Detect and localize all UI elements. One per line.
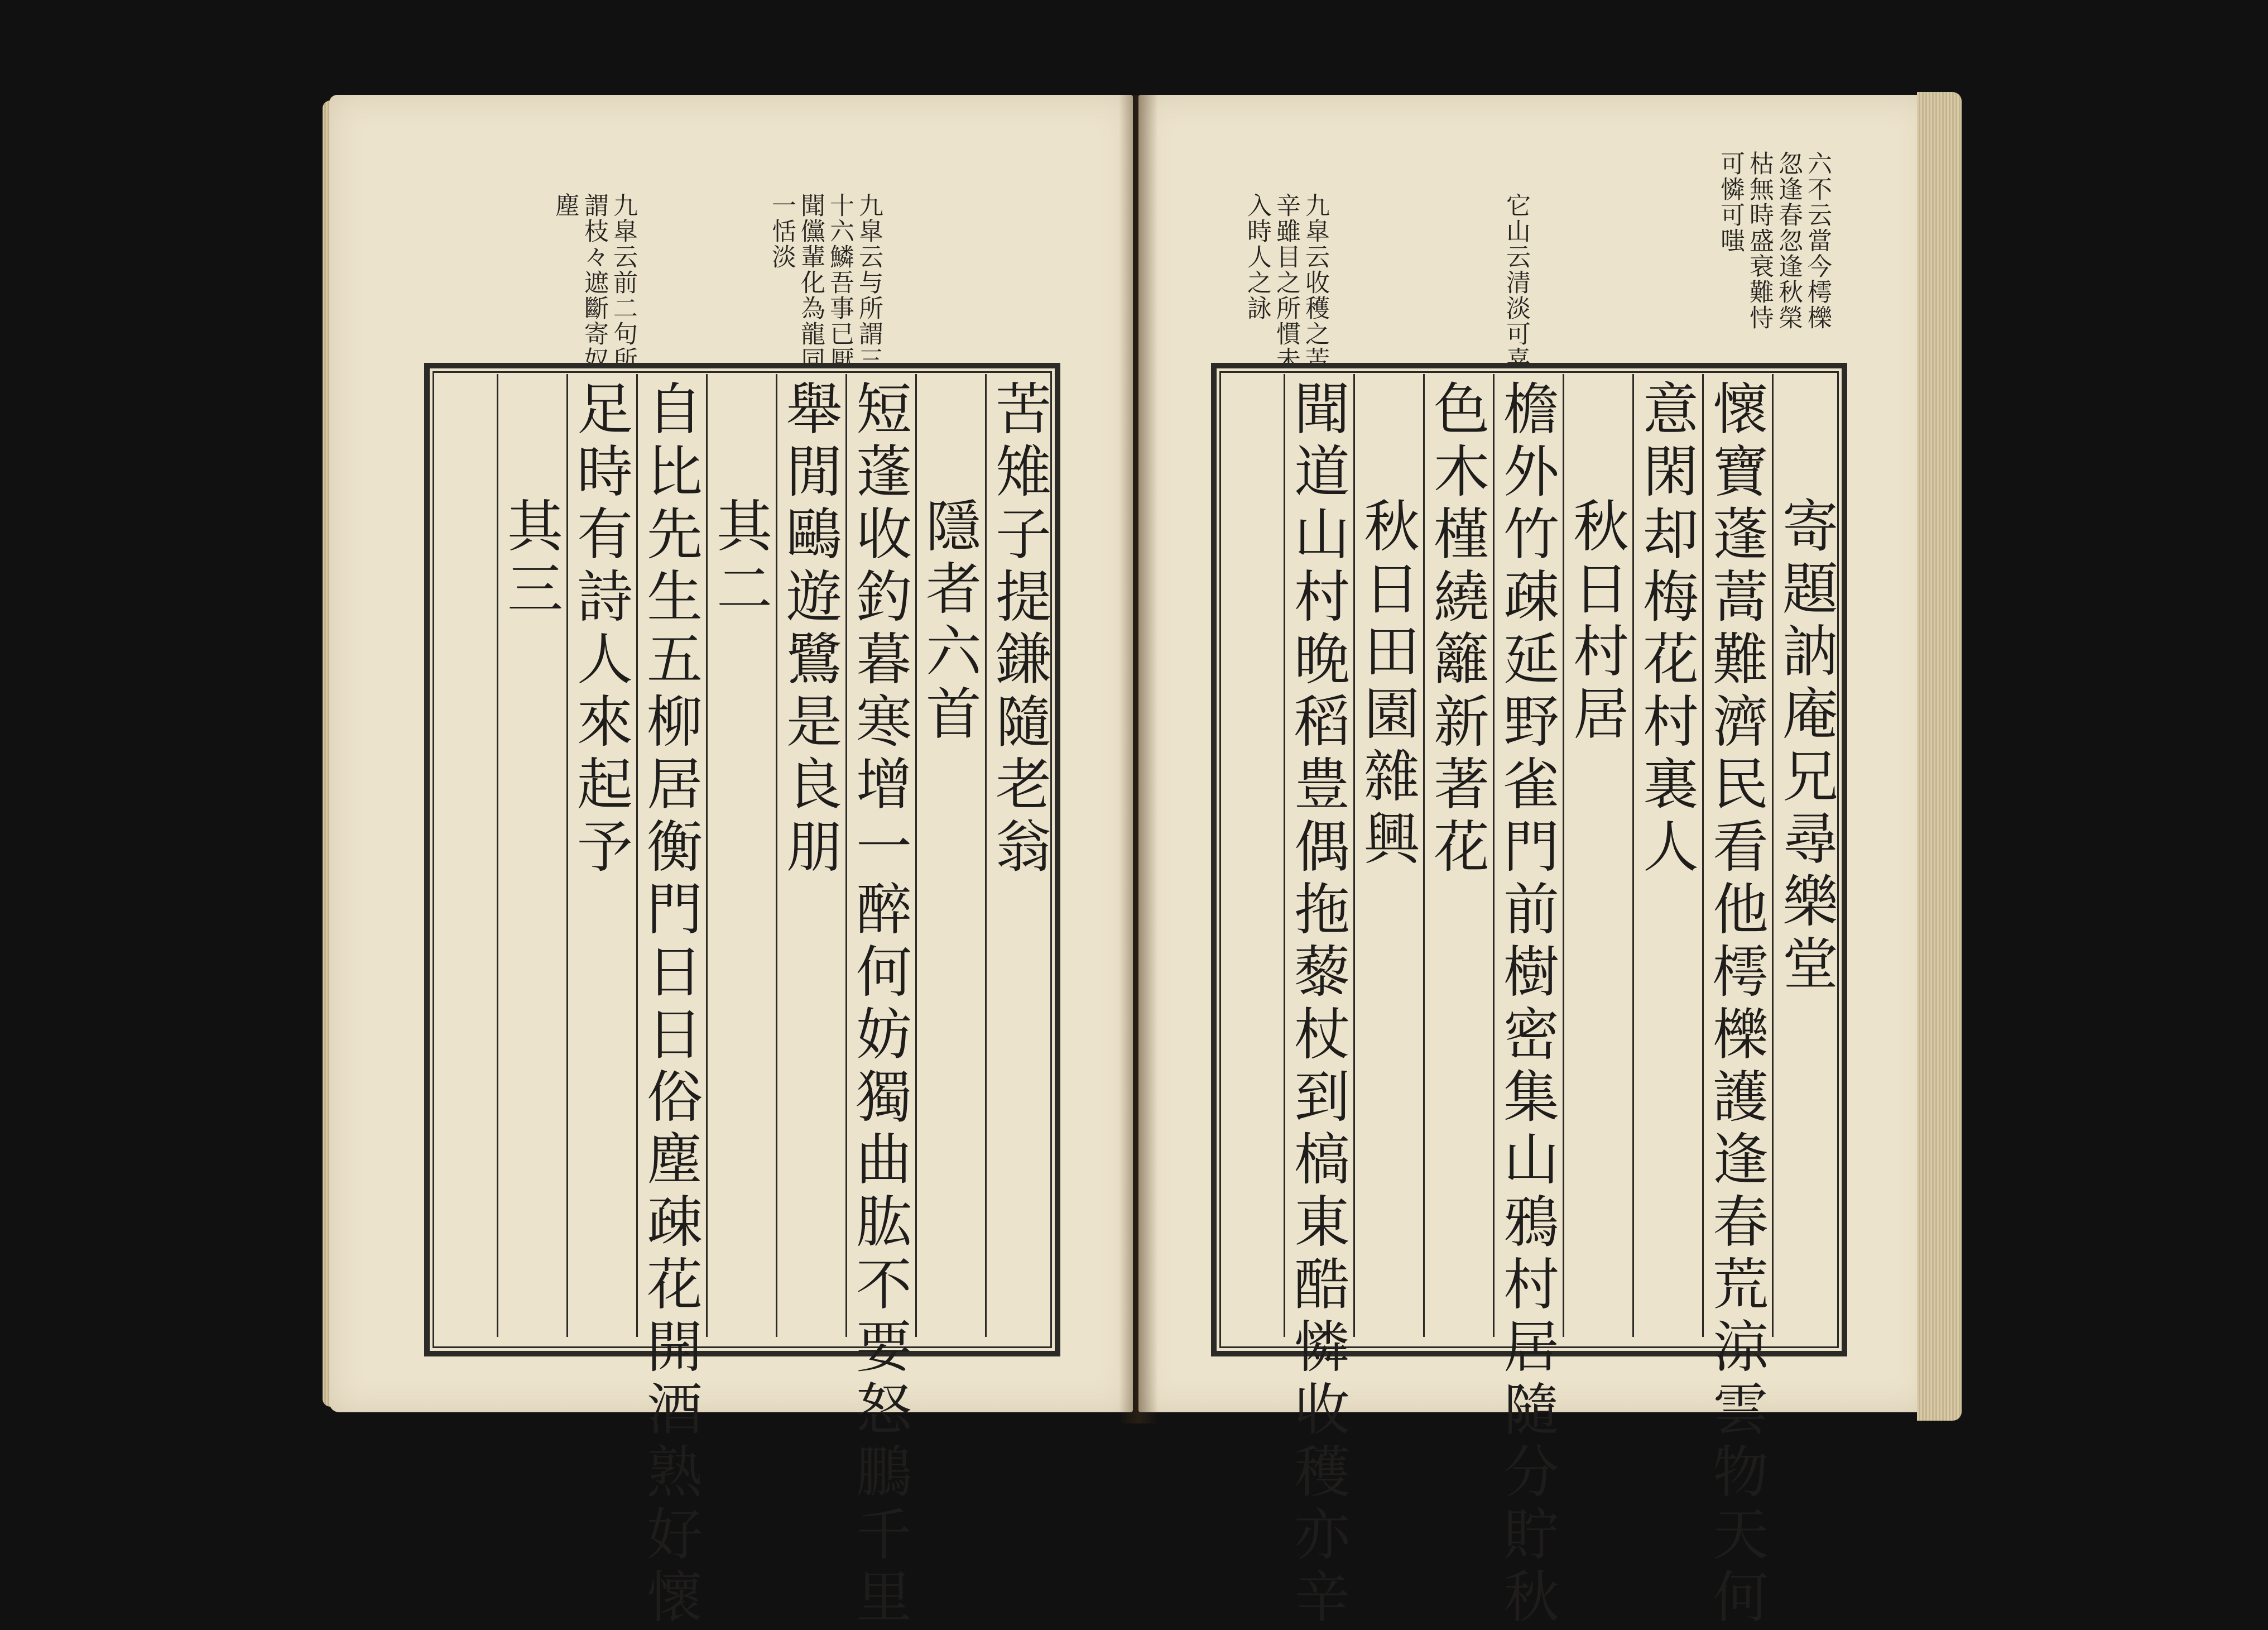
left-column-5: 其二 — [707, 497, 772, 622]
right-note-8: 入時人之詠 — [1243, 193, 1271, 321]
right-column-6: 色木槿繞籬新著花 — [1424, 380, 1489, 880]
left-column-1: 苦雉子提鎌隨老翁 — [986, 380, 1051, 880]
right-note-4: 可憐可嗤 — [1716, 151, 1745, 253]
left-column-3: 短蓬收釣暮寒增一醉何妨獨曲肱不要怒鵬千里 — [847, 380, 912, 1630]
left-note-4: 一恬淡 — [767, 193, 796, 270]
left-column-8: 其三 — [498, 497, 563, 622]
right-page-edge — [1917, 92, 1962, 1421]
right-column-4: 秋日村居 — [1564, 497, 1629, 747]
left-note-6: 謂枝々遮斷寄奴 — [580, 193, 608, 372]
left-column-6: 自比先生五柳居衡門日日俗塵疎花開酒熟好懷 — [637, 380, 703, 1630]
left-note-2: 十六鱗吾事已厭 — [825, 193, 854, 372]
right-column-5: 檐外竹疎延野雀門前樹密集山鴉村居隨分貯秋 — [1494, 380, 1559, 1630]
right-note-3: 枯無時盛衰難恃 — [1745, 151, 1774, 330]
right-column-3: 意閑却梅花村裏人 — [1633, 380, 1699, 880]
left-note-3: 聞儻輩化為龍同 — [796, 193, 825, 372]
left-note-1: 九皐云与所謂三 — [854, 193, 883, 372]
right-column-7: 秋日田園雜興 — [1354, 497, 1420, 872]
left-note-7: 塵 — [551, 193, 579, 218]
right-column-8: 聞道山村晚稻豊偶拖藜杖到槁東酷憐收穫亦辛 — [1285, 380, 1350, 1630]
left-column-4: 舉閒鷗遊鷺是良朋 — [777, 380, 842, 880]
right-column-2: 懷寶蓬蒿難濟民看他樗櫟護逢春荒涼雲物天何 — [1703, 380, 1769, 1630]
right-note-1: 六不云當今樗櫟 — [1803, 151, 1832, 330]
right-note-7: 辛雖目之所慣未 — [1272, 193, 1300, 372]
left-note-5: 九皐云前二句所 — [609, 193, 637, 372]
book-gutter — [1119, 95, 1158, 1423]
left-column-7: 足時有詩人來起予 — [568, 380, 633, 880]
right-note-5: 它山云清淡可喜 — [1502, 193, 1530, 372]
right-note-6: 九皐云收穫之苦 — [1301, 193, 1329, 372]
right-column-1: 寄題訥庵兄尋樂堂 — [1773, 497, 1838, 997]
right-note-2: 忽逢春忽逢秋榮 — [1774, 151, 1803, 330]
left-column-2: 隱者六首 — [916, 497, 982, 747]
